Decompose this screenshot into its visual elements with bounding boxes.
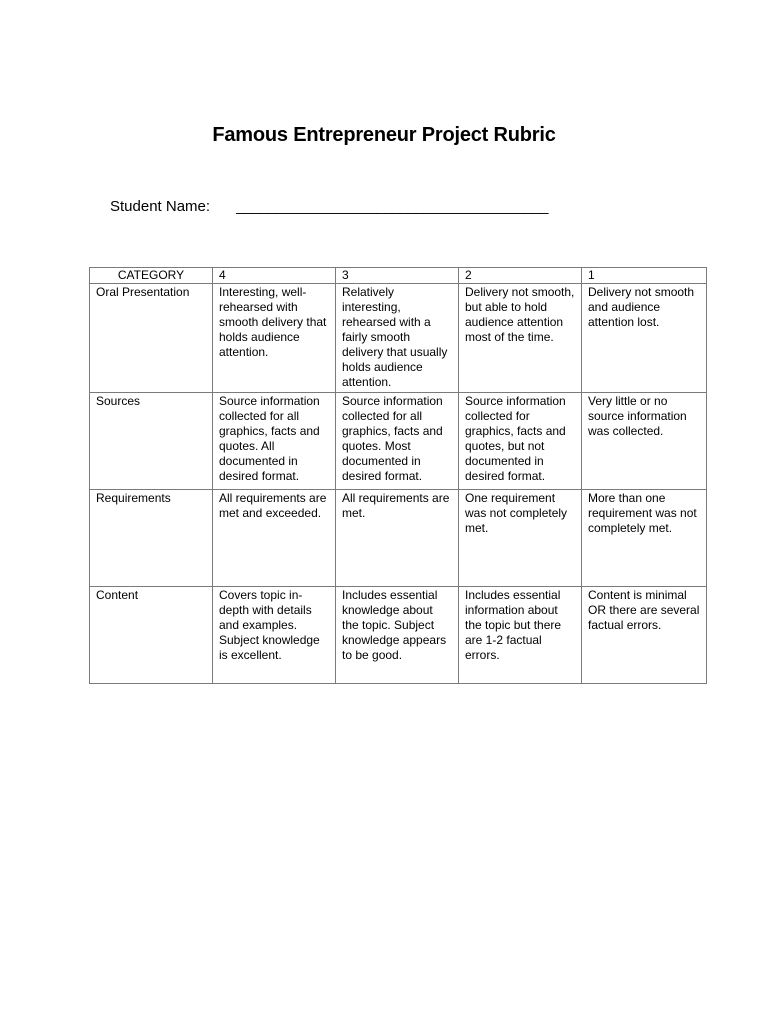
table-header-row bbox=[90, 268, 707, 284]
row-category: Requirements bbox=[90, 490, 213, 587]
table-row bbox=[90, 284, 707, 393]
table-cell: Includes essential knowledge about the topic. Subject knowledge appears to be good. bbox=[336, 587, 459, 684]
table-cell: More than one requirement was not completely met. bbox=[582, 490, 707, 587]
table-cell: Source information collected for all graphics, facts and quotes. All documented in desired format. bbox=[213, 393, 336, 490]
row-category: Content bbox=[90, 587, 213, 684]
table-cell: Delivery not smooth and audience attention lost. bbox=[582, 284, 707, 393]
table-row bbox=[90, 393, 707, 490]
table-row bbox=[90, 490, 707, 587]
row-category: Oral Presentation bbox=[90, 284, 213, 393]
table-cell: All requirements are met. bbox=[336, 490, 459, 587]
header-category: CATEGORY bbox=[90, 268, 213, 284]
table-cell: Relatively interesting, rehearsed with a fairly smooth delivery that usually holds audience attention. bbox=[336, 284, 459, 393]
table-cell: Source information collected for graphics, facts and quotes, but not documented in desired format. bbox=[459, 393, 582, 490]
student-name-blank[interactable]: ________________________________________ bbox=[236, 198, 548, 215]
table-cell: One requirement was not completely met. bbox=[459, 490, 582, 587]
table-cell: Very little or no source information was collected. bbox=[582, 393, 707, 490]
table-cell: Interesting, well-rehearsed with smooth delivery that holds audience attention. bbox=[213, 284, 336, 393]
table-cell: Delivery not smooth, but able to hold audience attention most of the time. bbox=[459, 284, 582, 393]
table-row bbox=[90, 587, 707, 684]
header-score-1: 1 bbox=[582, 268, 707, 284]
table-cell: Includes essential information about the topic but there are 1-2 factual errors. bbox=[459, 587, 582, 684]
header-score-4: 4 bbox=[213, 268, 336, 284]
student-name-row bbox=[110, 198, 548, 215]
student-name-label: Student Name: bbox=[110, 198, 211, 215]
row-category: Sources bbox=[90, 393, 213, 490]
table-cell: All requirements are met and exceeded. bbox=[213, 490, 336, 587]
table-cell: Covers topic in-depth with details and examples. Subject knowledge is excellent. bbox=[213, 587, 336, 684]
table-cell: Content is minimal OR there are several factual errors. bbox=[582, 587, 707, 684]
header-score-2: 2 bbox=[459, 268, 582, 284]
page-title: Famous Entrepreneur Project Rubric bbox=[212, 124, 556, 146]
rubric-table bbox=[89, 267, 707, 684]
table-cell: Source information collected for all graphics, facts and quotes. Most documented in desired format. bbox=[336, 393, 459, 490]
header-score-3: 3 bbox=[336, 268, 459, 284]
